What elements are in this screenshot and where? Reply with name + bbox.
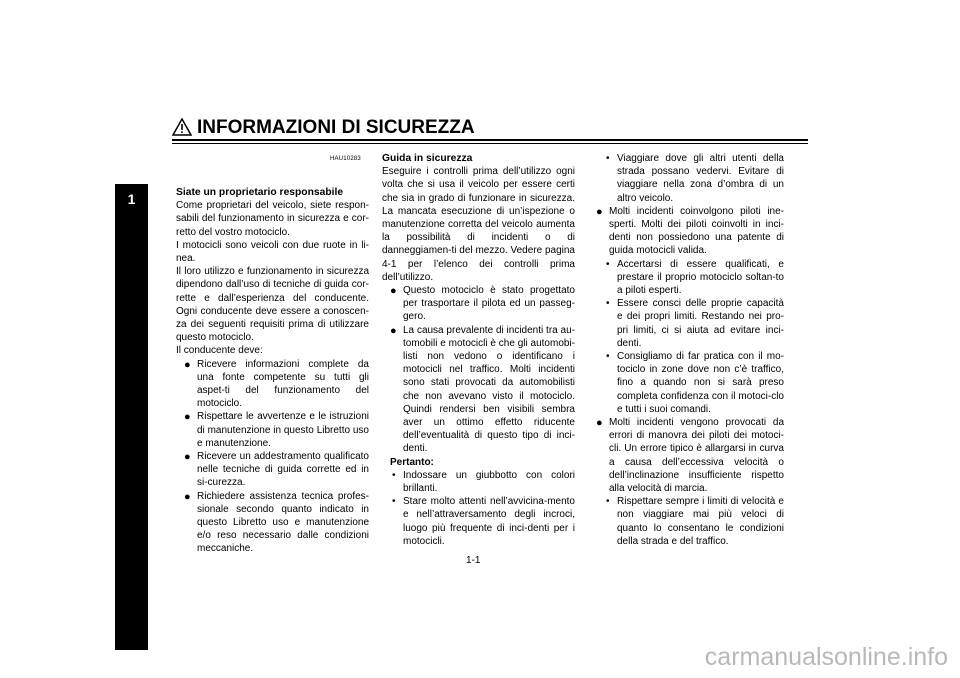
sub-list-item: • Rispettare sempre i limiti di velocità e non viaggiare mai più veloci di quanto lo consentano le condizioni della strada e del traffico. (606, 496, 784, 547)
bullet-icon: ● (596, 417, 603, 430)
bullet-icon: ● (390, 324, 397, 337)
column-3 (596, 152, 784, 548)
document-code: HAU10283 (330, 156, 361, 162)
title-rule (172, 139, 808, 141)
section-header (172, 117, 808, 139)
pertanto-label: Pertanto: (390, 456, 434, 468)
title-rule-thin (172, 143, 808, 144)
sub-bullet-icon: • (606, 258, 610, 270)
paragraph: Come proprietari del veicolo, siete respon-sabili del funzionamento in sicurezza e cor-retto del vostro motociclo. (176, 200, 369, 238)
warning-triangle-icon (172, 118, 192, 136)
paragraph: Eseguire i controlli prima dell’utilizzo ogni volta che si usa il veicolo per essere certi che sia in grado di funzionare in sicurezza. La mancata esecuzione di un’ispezione o manutenzione corretta del veicolo aumenta la possibilità di incidenti o di danneggiamen-ti del mezzo. Vedere pagina 4-1 per l’elenco dei controlli prima dell’utilizzo. (382, 166, 575, 283)
bullet-icon: ● (184, 358, 191, 371)
chapter-number: 1 (127, 191, 136, 207)
sub-list-item: • Consigliamo di far pratica con il mo-tociclo in zone dove non c’è traffico, fino a quando non si sarà preso completa confidenza con il motoci-clo e tutti i suoi comandi. (606, 351, 784, 415)
section-heading-owner: Siate un proprietario responsabile (176, 187, 344, 198)
list-item: ● Ricevere un addestramento qualificato nelle tecniche di guida corrette ed in si-curezza. (184, 451, 369, 489)
column-2 (382, 152, 575, 548)
sub-bullet-icon: • (392, 469, 396, 481)
sub-bullet-icon: • (606, 351, 610, 363)
list-item: ● Molti incidenti vengono provocati da errori di manovra dei piloti dei motoci-cli. Un errore tipico è allargarsi in curva a causa dell’eccessiva velocità o dell’inclinazione insufficiente rispetto alla velocità di marcia. (596, 417, 784, 495)
page-number: 1-1 (466, 555, 481, 566)
list-item: ● Rispettare le avvertenze e le istruzioni di manutenzione in questo Libretto uso e manutenzione. (184, 411, 369, 449)
list-item: ● Questo motociclo è stato progettato per trasportare il pilota ed un passeg-gero. (390, 285, 575, 323)
sub-bullet-icon: • (606, 153, 610, 164)
sub-bullet-icon: • (606, 298, 610, 310)
paragraph: Il loro utilizzo e funzionamento in sicurezza dipendono dall’uso di tecniche di guida cor-rette e dall’esperienza del conducente. Ogni conducente deve essere a conoscen-za dei seguenti requisiti prima di utilizzare questo motociclo. (176, 266, 369, 344)
section-heading-safe-riding: Guida in sicurezza (382, 153, 473, 164)
list-item: ● La causa prevalente di incidenti tra au-tomobili e motocicli è che gli automobi-listi non vedono o identificano i motocicli nel traffico. Molti incidenti sono stati provocati da automobilisti che non avevano visto il motociclo. Quindi rendersi ben visibili sembra aver un ottimo effetto riducente dell’eventualità di questo tipo di inci-denti. (390, 324, 575, 455)
bullet-icon: ● (184, 490, 191, 503)
list-item: ● Ricevere informazioni complete da una fonte competente su tutti gli aspet-ti del funzionamento del motociclo. (184, 358, 369, 410)
paragraph: I motocicli sono veicoli con due ruote in li-nea. (176, 239, 369, 265)
sub-list-item: • Viaggiare dove gli altri utenti della strada possano vedervi. Evitare di viaggiare nella zona d’ombra di un altro veicolo. (606, 153, 784, 204)
sub-list-item: • Indossare un giubbotto con colori brillanti. (392, 469, 575, 495)
sub-bullet-icon: • (392, 496, 396, 508)
sub-list-item: • Stare molto attenti nell’avvicina-mento e nell’attraversamento degli incroci, luogo più frequente di inci-denti per i motocicli. (392, 496, 575, 547)
bullet-icon: ● (390, 285, 397, 298)
watermark: carmanualsonline.info (704, 643, 948, 671)
bullet-icon: ● (184, 411, 191, 424)
sub-list-item: • Accertarsi di essere qualificati, e prestare il proprio motociclo soltan-to a piloti esperti. (606, 258, 784, 297)
paragraph: Il conducente deve: (176, 345, 263, 357)
sub-list-item: • Essere consci delle proprie capacità e dei propri limiti. Restando nei pro-pri limiti, ci si aiuta ad evitare inci-denti. (606, 298, 784, 349)
bullet-icon: ● (596, 205, 603, 218)
column-1 (176, 186, 369, 556)
chapter-tab (115, 184, 148, 650)
list-item: ● Molti incidenti coinvolgono piloti ine-sperti. Molti dei piloti coinvolti in inci-denti non possiedono una patente di guida motocicli valida. (596, 205, 784, 257)
page-title: INFORMAZIONI DI SICUREZZA (197, 117, 475, 138)
bullet-icon: ● (184, 451, 191, 464)
list-item: ● Richiedere assistenza tecnica profes-sionale secondo quanto indicato in questo Libretto uso e manutenzione e/o reso necessario dalle condizioni meccaniche. (184, 490, 369, 555)
sub-bullet-icon: • (606, 496, 610, 508)
